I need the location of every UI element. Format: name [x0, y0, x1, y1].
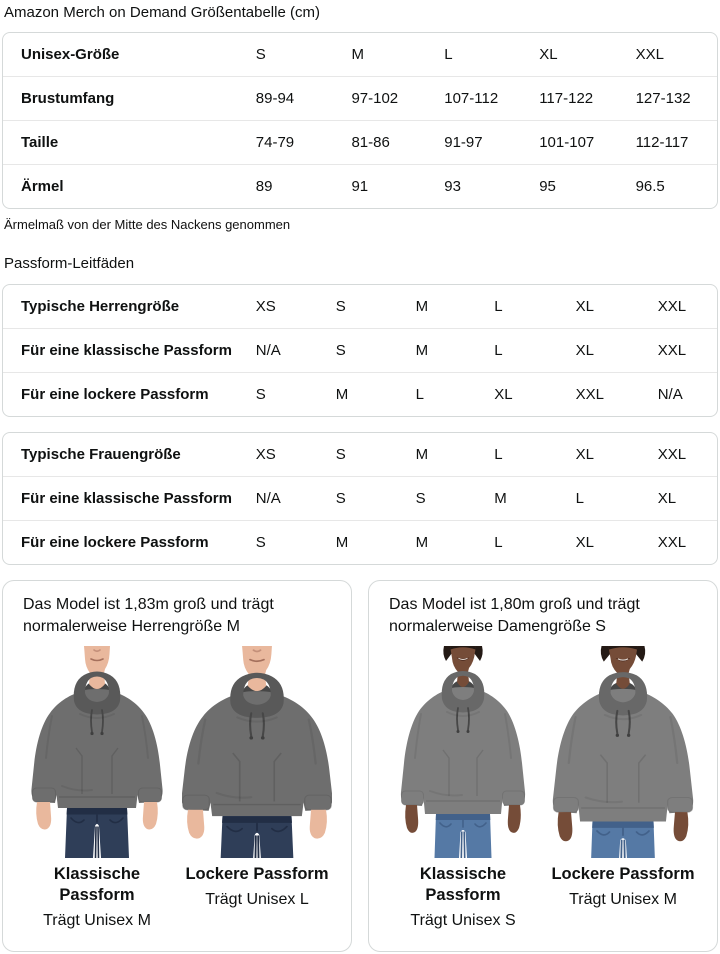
womens-fit-table — [2, 432, 718, 565]
column-header: XS — [255, 445, 276, 463]
size-cell: 97-102 — [351, 77, 444, 121]
size-cell: S — [336, 329, 416, 373]
size-cell: 93 — [444, 165, 539, 209]
column-header: L — [494, 445, 503, 463]
size-cell: S — [416, 477, 495, 521]
size-caption: Trägt Unisex M — [569, 891, 677, 908]
size-cell: 74-79 — [256, 121, 352, 165]
row-label: Für eine lockere Passform — [3, 521, 256, 565]
size-cell: S — [256, 373, 336, 417]
column-header: M — [415, 445, 429, 463]
size-cell: XL — [576, 521, 658, 565]
female-model-loose-photo — [548, 646, 698, 858]
size-cell: N/A — [658, 373, 717, 417]
column-header: XS — [255, 297, 276, 315]
size-cell: M — [416, 329, 495, 373]
size-cell: 107-112 — [444, 77, 539, 121]
fit-caption: Lockere Passform — [185, 865, 329, 883]
column-header: M — [415, 297, 429, 315]
row-label: Typische Herrengröße — [21, 297, 180, 315]
row-label: Unisex-Größe — [21, 45, 120, 63]
size-cell: L — [416, 373, 495, 417]
size-caption: Trägt Unisex L — [205, 891, 309, 908]
size-cell: 91 — [351, 165, 444, 209]
size-cell: XXL — [658, 521, 717, 565]
column-header: M — [351, 45, 364, 63]
column-header: L — [494, 297, 503, 315]
size-cell: 112-117 — [636, 121, 717, 165]
column-header: XL — [539, 45, 558, 63]
size-cell: 91-97 — [444, 121, 539, 165]
model-card-heading: Das Model ist 1,83m groß und trägt normalerweise Herrengröße M — [23, 596, 274, 635]
model-card-heading: Das Model ist 1,80m groß und trägt normalerweise Damengröße S — [389, 596, 640, 635]
size-cell: 101-107 — [539, 121, 635, 165]
size-cell: M — [336, 521, 416, 565]
row-label: Taille — [3, 121, 256, 165]
size-cell: N/A — [256, 477, 336, 521]
table-row — [3, 373, 717, 417]
size-cell: M — [494, 477, 575, 521]
model-figure-loose — [181, 646, 333, 931]
table-row — [3, 165, 717, 209]
model-card-men — [2, 580, 352, 952]
model-cards — [2, 580, 718, 952]
model-figure-classic — [387, 646, 539, 931]
model-card-women — [368, 580, 718, 952]
row-label: Typische Frauengröße — [21, 445, 181, 463]
size-cell: N/A — [256, 329, 336, 373]
model-figure-classic — [21, 646, 173, 931]
size-cell: XL — [576, 329, 658, 373]
fit-guides-heading: Passform-Leitfäden — [4, 255, 135, 272]
size-caption: Trägt Unisex M — [43, 912, 151, 929]
table-header-row — [3, 433, 717, 477]
size-cell: S — [256, 521, 336, 565]
column-header: XL — [575, 297, 594, 315]
size-cell: M — [336, 373, 416, 417]
table-header-row — [3, 33, 717, 77]
table-row — [3, 521, 717, 565]
size-cell: XL — [658, 477, 717, 521]
fit-caption: Lockere Passform — [551, 865, 695, 883]
size-cell: L — [494, 329, 575, 373]
size-cell: 89-94 — [256, 77, 352, 121]
size-cell: 95 — [539, 165, 635, 209]
size-cell: L — [494, 521, 575, 565]
model-figure-loose — [547, 646, 699, 931]
column-header: XXL — [635, 45, 664, 63]
size-cell: 117-122 — [539, 77, 635, 121]
table-row — [3, 121, 717, 165]
row-label: Für eine klassische Passform — [3, 329, 256, 373]
column-header: XXL — [657, 445, 687, 463]
size-cell: 89 — [256, 165, 352, 209]
sleeve-footnote: Ärmelmaß von der Mitte des Nackens genommen — [4, 217, 291, 232]
unisex-size-table — [2, 32, 718, 209]
size-cell: L — [576, 477, 658, 521]
male-model-classic-photo — [22, 646, 172, 858]
column-header: S — [255, 45, 266, 63]
column-header: XL — [575, 445, 594, 463]
size-cell: 96.5 — [636, 165, 717, 209]
column-header: S — [335, 297, 346, 315]
page-title: Amazon Merch on Demand Größentabelle (cm) — [4, 4, 320, 21]
fit-caption: Klassische Passform — [419, 865, 507, 904]
column-header: S — [335, 445, 346, 463]
table-row — [3, 77, 717, 121]
row-label: Brustumfang — [3, 77, 256, 121]
row-label: Für eine klassische Passform — [3, 477, 256, 521]
female-model-classic-photo — [388, 646, 538, 858]
column-header: L — [444, 45, 453, 63]
size-caption: Trägt Unisex S — [410, 912, 516, 929]
table-row — [3, 477, 717, 521]
mens-fit-table — [2, 284, 718, 417]
size-cell: 127-132 — [636, 77, 717, 121]
table-header-row — [3, 285, 717, 329]
row-label: Für eine lockere Passform — [3, 373, 256, 417]
size-cell: 81-86 — [351, 121, 444, 165]
size-cell: XXL — [576, 373, 658, 417]
row-label: Ärmel — [3, 165, 256, 209]
size-cell: M — [416, 521, 495, 565]
male-model-loose-photo — [182, 646, 332, 858]
size-cell: XXL — [658, 329, 717, 373]
table-row — [3, 329, 717, 373]
fit-caption: Klassische Passform — [53, 865, 141, 904]
column-header: XXL — [657, 297, 687, 315]
size-cell: XL — [494, 373, 575, 417]
size-cell: S — [336, 477, 416, 521]
